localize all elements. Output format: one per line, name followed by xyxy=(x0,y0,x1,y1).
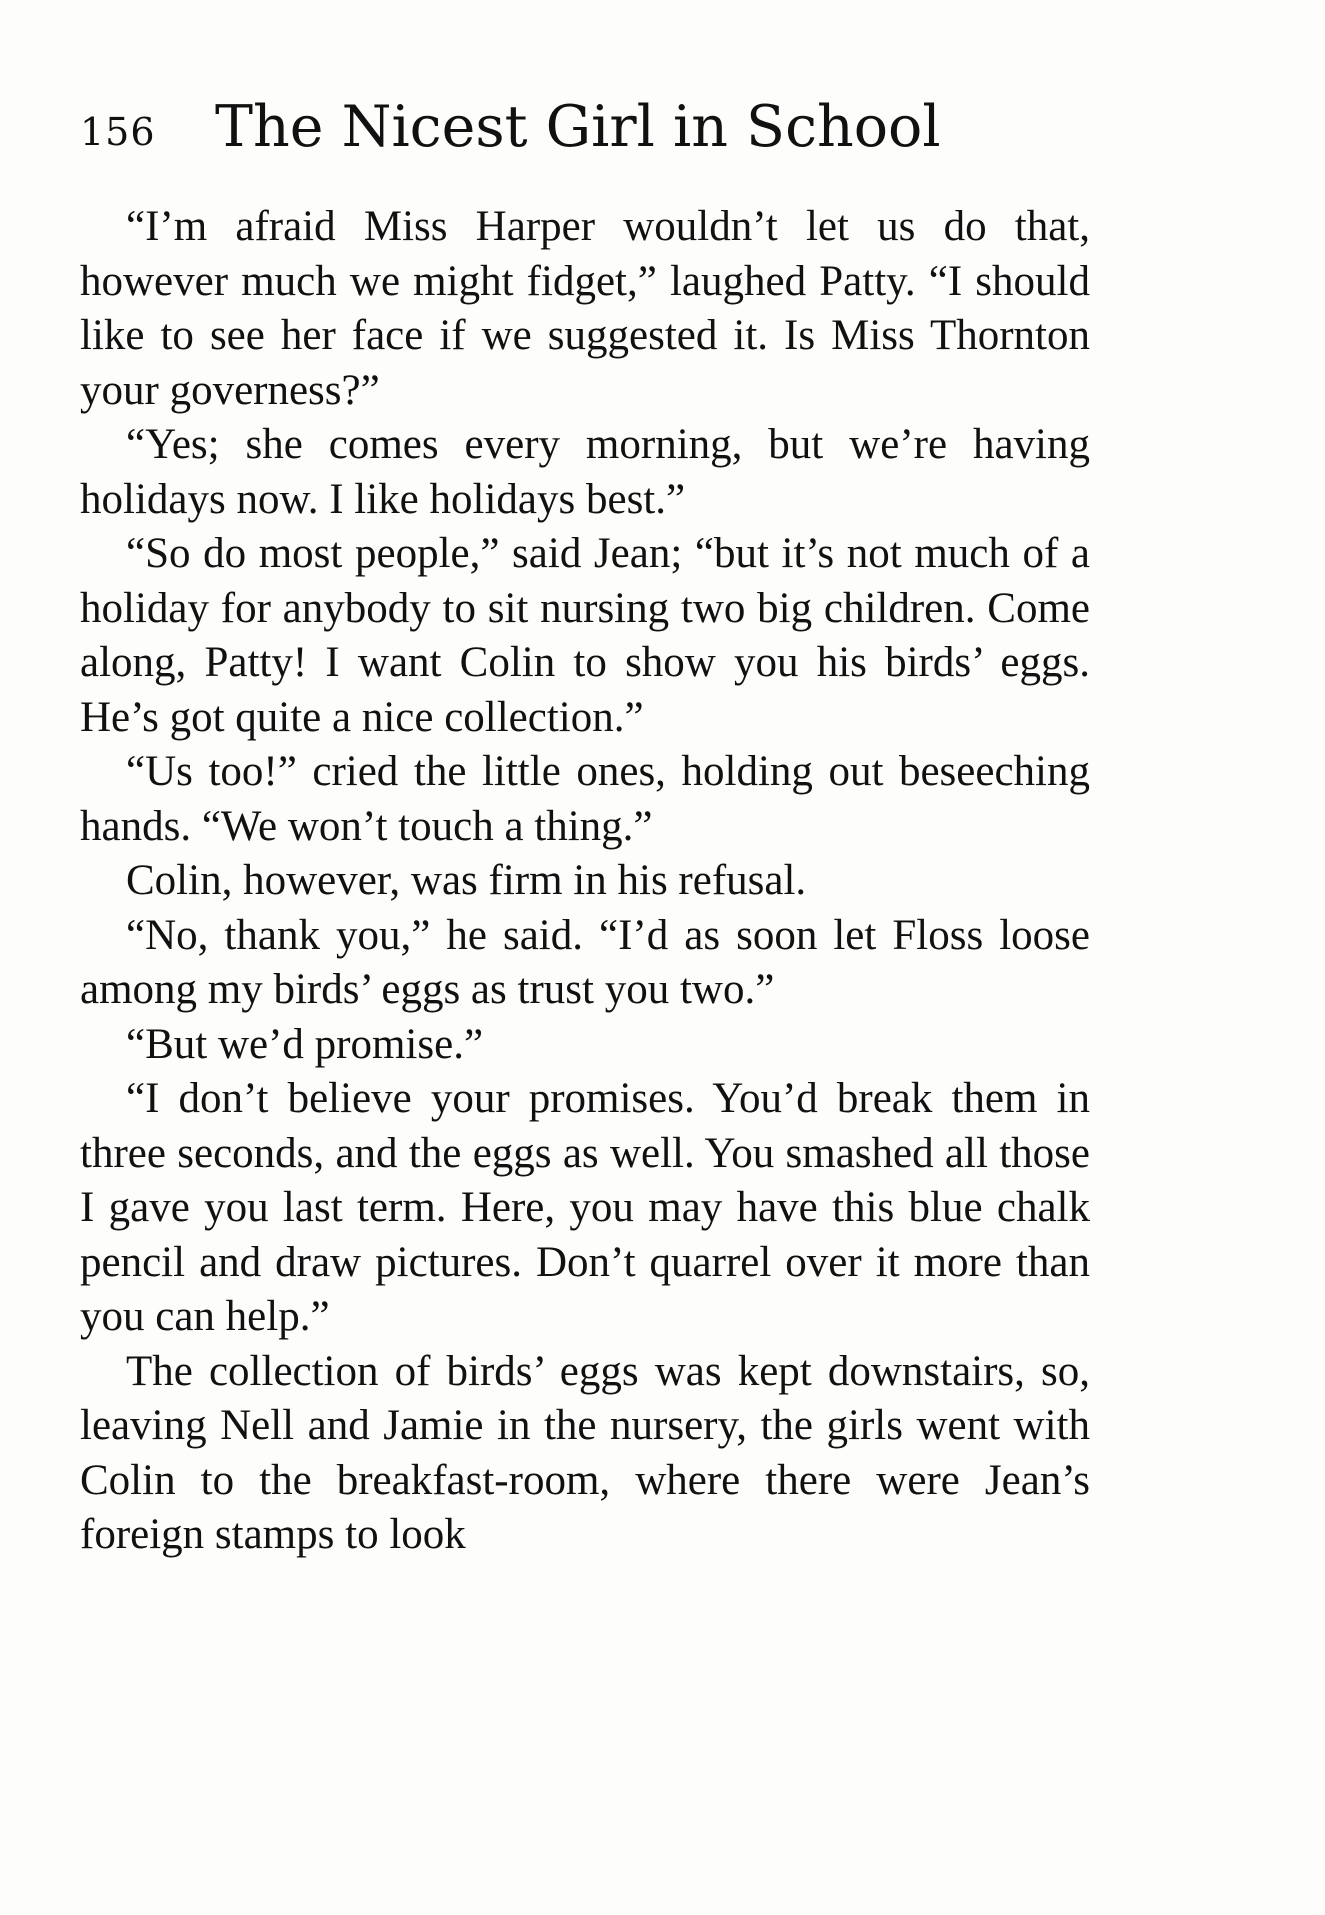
paragraph-9: The collection of birds’ eggs was kept downstairs, so, leaving Nell and Jamie in the nursery, the girls went with Colin to the breakfast-room, where there were Jean’s foreign stamps to look xyxy=(80,1347,1090,1558)
paragraph-6: “No, thank you,” he said. “I’d as soon let Floss loose among my birds’ eggs as trust you two.” xyxy=(80,911,1090,1013)
paragraph-1: “I’m afraid Miss Harper wouldn’t let us do that, however much we might fidget,” laughed Patty. “I should like to see her face if we suggested it. Is Miss Thornton your governess?” xyxy=(80,203,1090,414)
paragraph-3: “So do most people,” said Jean; “but it’s not much of a holiday for anybody to sit nursing two big children. Come along, Patty! I want Colin to show you his birds’ eggs. He’s got quite a nice collection.” xyxy=(80,530,1090,741)
paragraph-2: “Yes; she comes every morning, but we’re having holidays now. I like holidays best.” xyxy=(80,421,1090,523)
paragraph-4: “Us too!” cried the little ones, holding out beseeching hands. “We won’t touch a thing.” xyxy=(80,748,1090,850)
paragraph-8: “I don’t believe your promises. You’d break them in three seconds, and the eggs as well. You smashed all those I gave you last term. Here, you may have this blue chalk pencil and draw pictures. Don’t quarrel over it more than you can help.” xyxy=(80,1075,1090,1340)
body-text xyxy=(80,200,1090,1563)
running-title: The Nicest Girl in School xyxy=(215,94,941,160)
paragraph-7: “But we’d promise.” xyxy=(126,1020,484,1068)
paragraph-5: Colin, however, was firm in his refusal. xyxy=(126,857,807,904)
page-number: 156 xyxy=(80,110,156,154)
page-header xyxy=(80,92,1090,162)
